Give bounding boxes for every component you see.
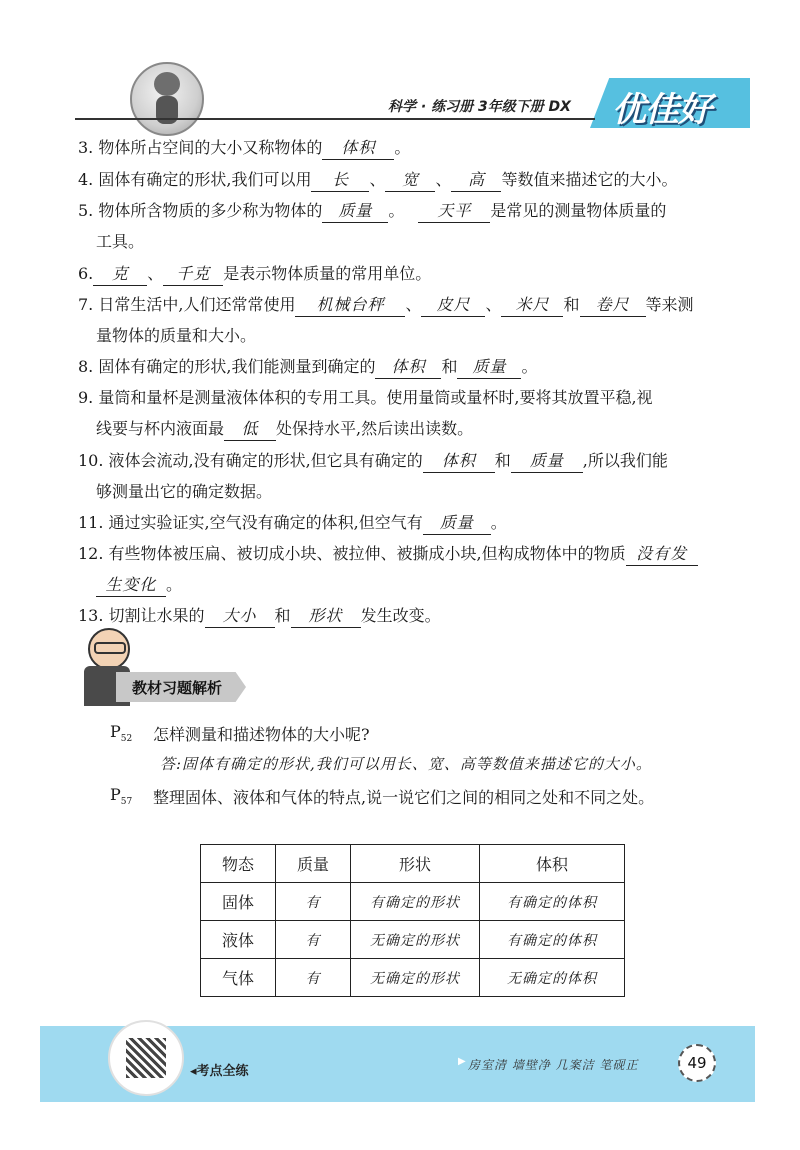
question-13: [78, 606, 441, 628]
answer-blank: 低: [224, 419, 276, 441]
footer-section-label: ◂考点全练: [190, 1064, 249, 1079]
glasses-icon: [94, 642, 126, 654]
answer-blank: 体积: [375, 357, 441, 379]
page-ref-prefix: P: [110, 722, 121, 741]
question-text: 3. 物体所占空间的大小又称物体的: [78, 138, 323, 157]
states-of-matter-table: [200, 844, 625, 997]
question-text: 。: [166, 575, 183, 594]
answer-blank: 高: [451, 170, 501, 192]
question-11: [78, 513, 507, 535]
answer-blank: 长: [311, 170, 369, 192]
question-7: [78, 295, 694, 317]
answer-blank: 没有发: [626, 544, 698, 566]
answer-blank: 质量: [511, 451, 583, 473]
separator: 和: [494, 451, 511, 470]
answer-blank: 机械台秤: [295, 295, 405, 317]
answer-blank: 体积: [322, 138, 394, 160]
page-ref-number: 57: [120, 797, 133, 808]
question-5-continued: 工具。: [96, 232, 145, 251]
table-cell: 有: [276, 959, 351, 997]
page-ref-prefix: P: [110, 785, 121, 804]
triangle-icon: ▶: [458, 1056, 466, 1067]
question-4: [78, 170, 678, 192]
page-number: 49: [678, 1044, 716, 1082]
question-10-continued: 够测量出它的确定数据。: [96, 482, 273, 501]
question-10: [78, 451, 668, 473]
mascot-illustration: [130, 62, 204, 136]
answer-blank: 质量: [423, 513, 491, 535]
table-row: [201, 959, 625, 997]
question-text: ,所以我们能: [582, 451, 668, 470]
separator: 和: [441, 357, 458, 376]
exercise-answer: 答:固体有确定的形状,我们可以用长、宽、高等数值来描述它的大小。: [160, 755, 652, 773]
question-text: 是常见的测量物体质量的: [490, 201, 667, 220]
page-header: [0, 0, 800, 140]
column-header: 质量: [276, 845, 351, 883]
separator: 、: [147, 264, 164, 283]
table-cell: 有确定的形状: [351, 883, 480, 921]
answer-blank: 千克: [163, 264, 223, 286]
answer-blank: 大小: [205, 606, 275, 628]
table-cell: 无确定的形状: [351, 959, 480, 997]
question-9-continued: [96, 419, 473, 441]
table-cell: 有: [276, 883, 351, 921]
separator: 、: [435, 170, 452, 189]
section-title: 教材习题解析: [132, 679, 223, 697]
question-9: 9. 量筒和量杯是测量液体体积的专用工具。使用量筒或量杯时,要将其放置平稳,视: [78, 388, 653, 407]
question-7-continued: 量物体的质量和大小。: [96, 326, 257, 345]
table-header-row: [201, 845, 625, 883]
qr-code-icon[interactable]: [108, 1020, 184, 1096]
question-text: 线要与杯内液面最: [96, 419, 225, 438]
question-text: 等来测: [645, 295, 694, 314]
answer-blank: 皮尺: [421, 295, 485, 317]
question-text: 8. 固体有确定的形状,我们能测量到确定的: [78, 357, 376, 376]
table-cell: 有: [276, 921, 351, 959]
page-ref-57: [110, 785, 132, 807]
table-cell: 无确定的体积: [480, 959, 625, 997]
question-text: 4. 固体有确定的形状,我们可以用: [78, 170, 312, 189]
exercise-question: 整理固体、液体和气体的特点,说一说它们之间的相同之处和不同之处。: [153, 788, 655, 807]
separator: 、: [369, 170, 386, 189]
answer-blank: 克: [93, 264, 147, 286]
question-text: 5. 物体所含物质的多少称为物体的: [78, 201, 323, 220]
answer-blank: 天平: [418, 201, 490, 223]
question-3: [78, 138, 410, 160]
answer-blank: 形状: [291, 606, 361, 628]
separator: 、: [485, 295, 502, 314]
column-header: 体积: [480, 845, 625, 883]
separator: 和: [274, 606, 291, 625]
separator: 、: [405, 295, 422, 314]
mascot-head: [154, 72, 180, 96]
answer-blank: 质量: [322, 201, 388, 223]
question-text: 11. 通过实验证实,空气没有确定的体积,但空气有: [78, 513, 423, 532]
answer-blank: 质量: [457, 357, 521, 379]
table-cell: 固体: [201, 883, 276, 921]
table-cell: 无确定的形状: [351, 921, 480, 959]
question-text: 6.: [78, 264, 94, 283]
question-text: 13. 切割让水果的: [78, 606, 205, 625]
question-text: 发生改变。: [360, 606, 441, 625]
header-rule: [75, 118, 595, 120]
footer-motto: 房室清 墙壁净 几案洁 笔砚正: [468, 1058, 639, 1072]
table-row: [201, 921, 625, 959]
answer-blank: 生变化: [96, 575, 166, 597]
question-6: [78, 264, 431, 286]
table-cell: 液体: [201, 921, 276, 959]
page-ref-number: 52: [120, 734, 133, 745]
qr-pattern: [126, 1038, 166, 1078]
answer-blank: 体积: [423, 451, 495, 473]
question-text: 等数值来描述它的大小。: [501, 170, 678, 189]
question-text: 12. 有些物体被压扁、被切成小块、被拉伸、被撕成小块,但构成物体中的物质: [78, 544, 626, 563]
question-text: 是表示物体质量的常用单位。: [223, 264, 432, 283]
question-8: [78, 357, 537, 379]
answer-blank: 宽: [385, 170, 435, 192]
subject-line: 科学 · 练习册 3年级下册 DX: [388, 99, 571, 115]
answer-blank: 米尺: [501, 295, 563, 317]
question-text: 。: [394, 138, 411, 157]
question-text: 。: [490, 513, 507, 532]
column-header: 物态: [201, 845, 276, 883]
table-cell: 有确定的体积: [480, 921, 625, 959]
separator: 和: [563, 295, 580, 314]
exercise-question: 怎样测量和描述物体的大小呢?: [153, 725, 370, 744]
answer-blank: 卷尺: [580, 295, 646, 317]
page-ref-52: [110, 722, 132, 744]
question-text: 10. 液体会流动,没有确定的形状,但它具有确定的: [78, 451, 423, 470]
table-row: [201, 883, 625, 921]
question-text: 。: [521, 357, 538, 376]
brand-logo: 优佳好: [612, 90, 711, 130]
question-12-continued: [96, 575, 182, 597]
column-header: 形状: [351, 845, 480, 883]
table-cell: 有确定的体积: [480, 883, 625, 921]
separator: 。: [388, 201, 405, 220]
question-text: 处保持水平,然后读出读数。: [276, 419, 474, 438]
question-5: [78, 201, 666, 223]
question-12: [78, 544, 698, 566]
question-text: 7. 日常生活中,人们还常常使用: [78, 295, 296, 314]
table-cell: 气体: [201, 959, 276, 997]
